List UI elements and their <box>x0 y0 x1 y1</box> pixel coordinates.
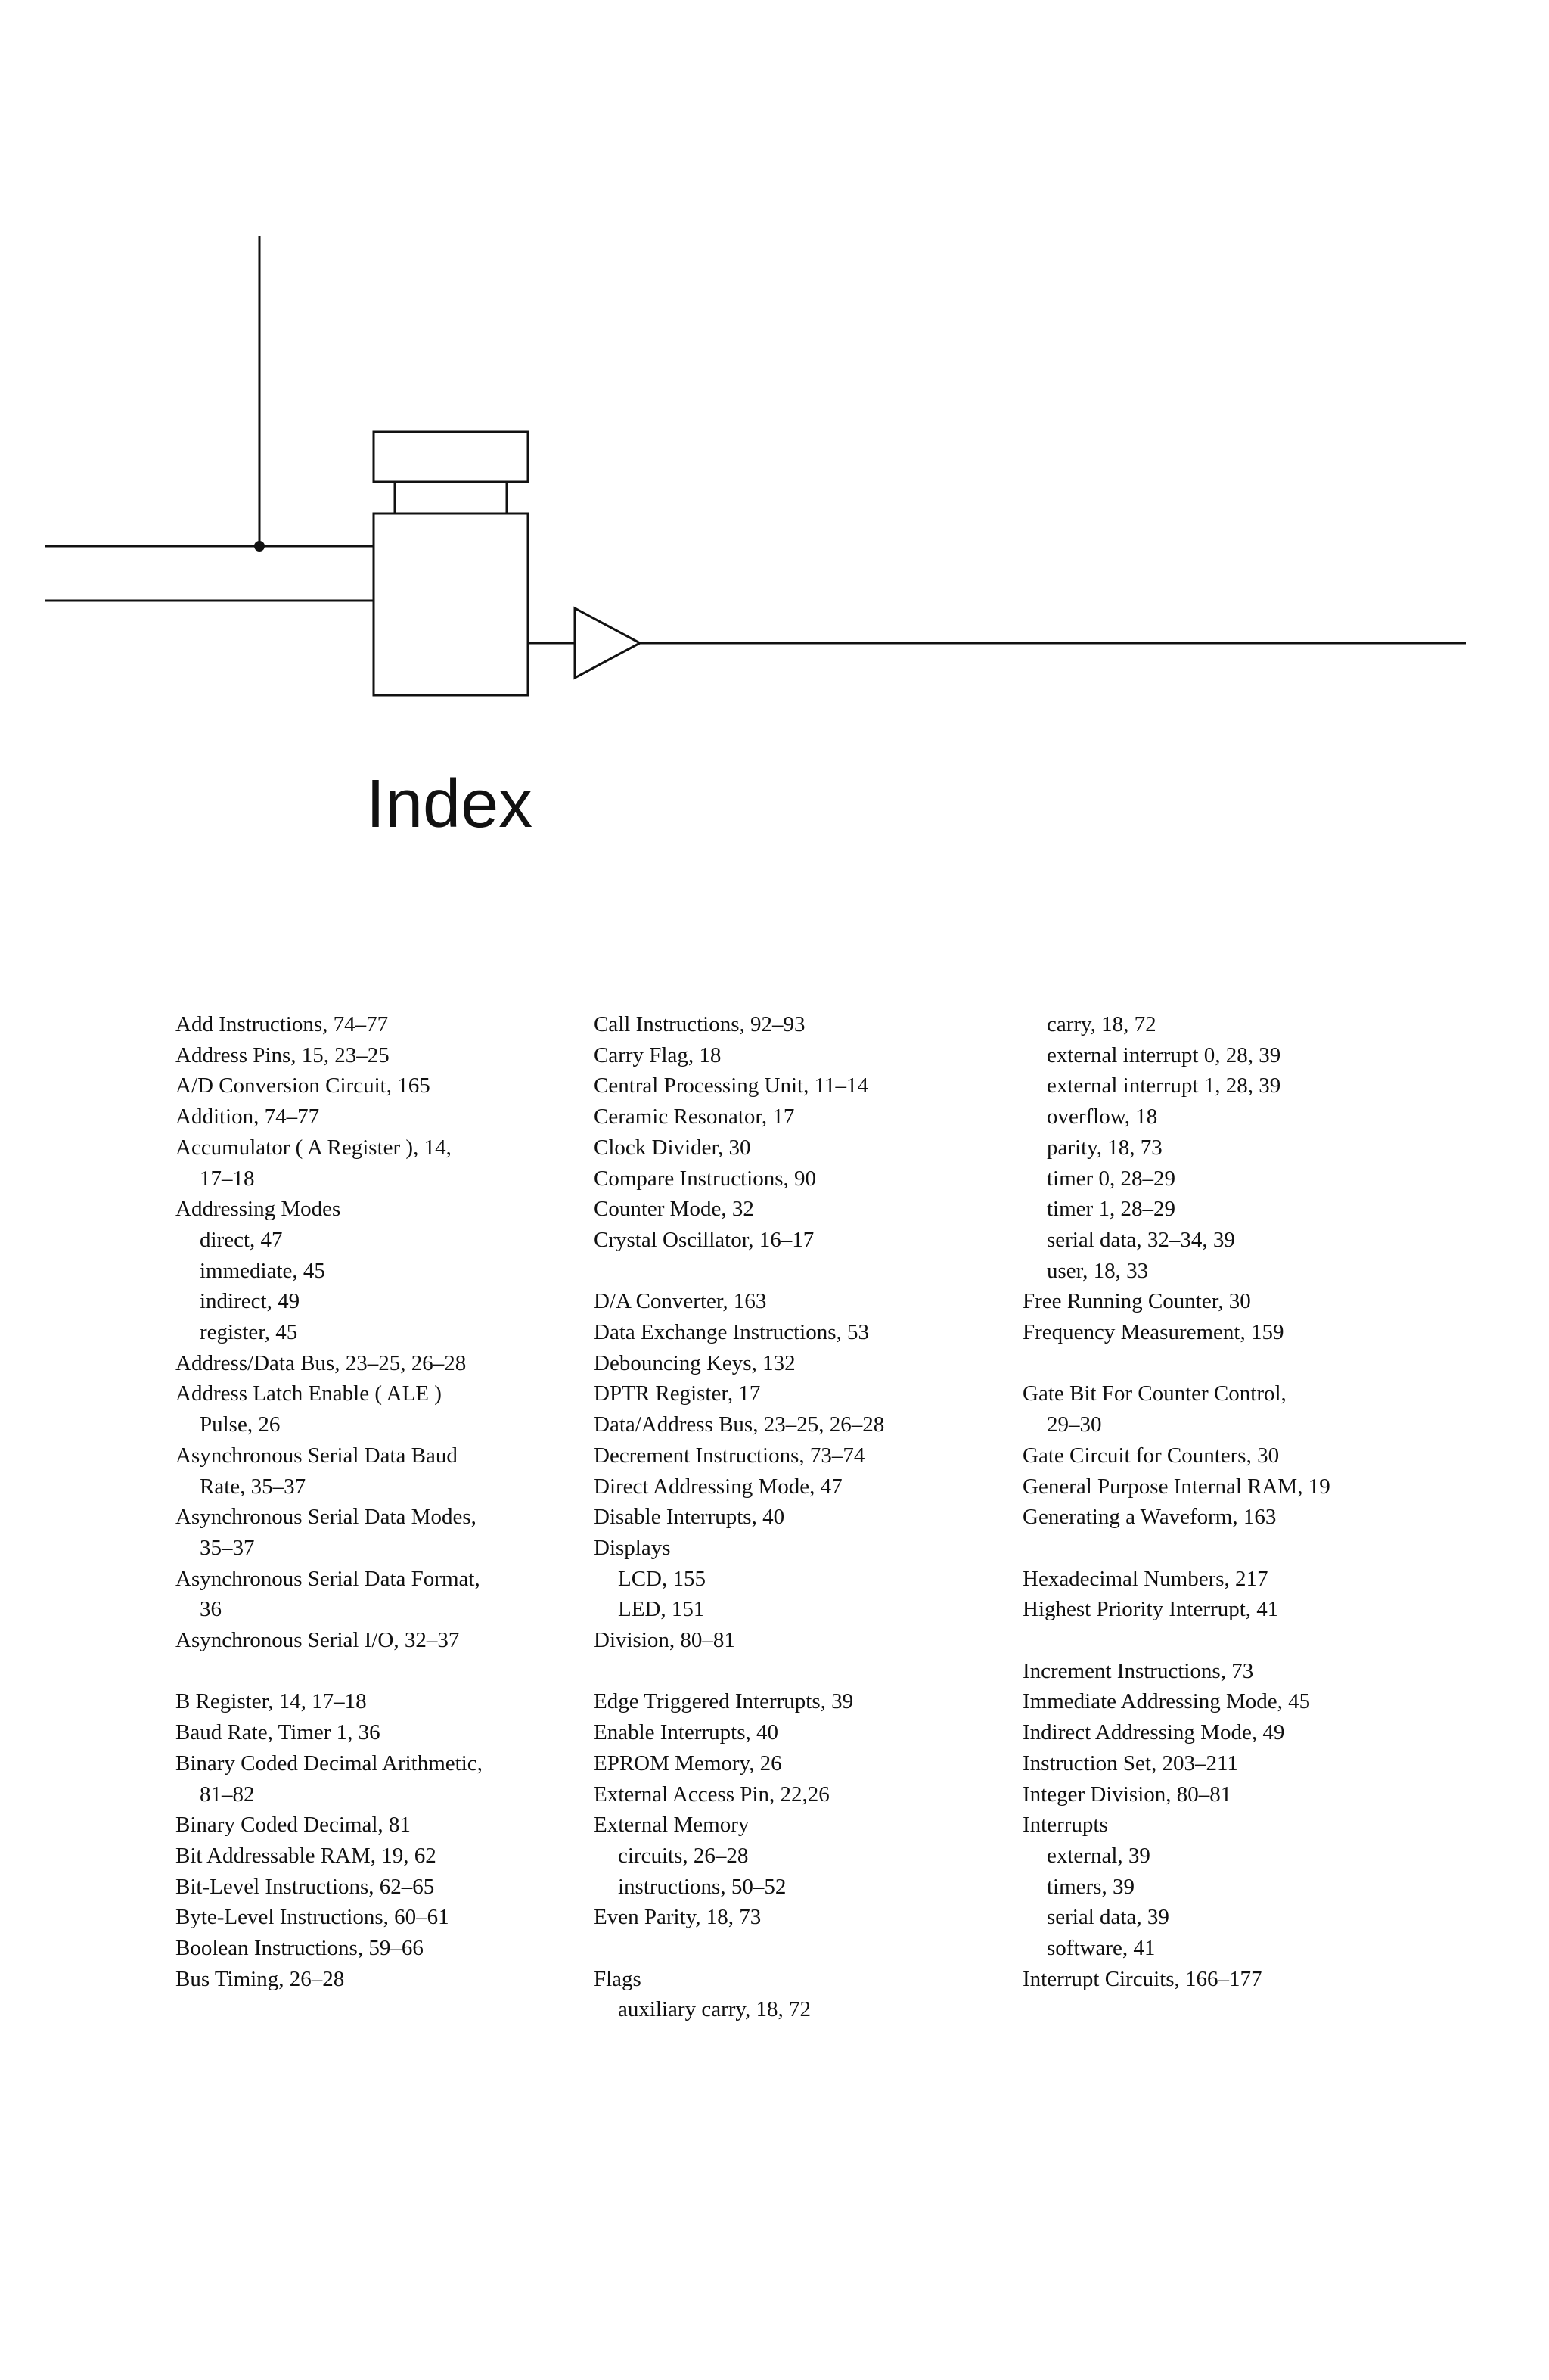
index-subentry: serial data, 32–34, 39 <box>1047 1227 1235 1252</box>
index-entry: Flags <box>594 1966 641 1991</box>
index-spacer <box>1023 1533 1446 1564</box>
index-entry: Data/Address Bus, 23–25, 26–28 <box>594 1412 885 1437</box>
index-subentry: timer 0, 28–29 <box>1047 1166 1175 1191</box>
index-subentry: register, 45 <box>200 1320 298 1345</box>
index-subentry: software, 41 <box>1047 1936 1156 1961</box>
index-entry: Byte-Level Instructions, 60–61 <box>175 1905 449 1930</box>
index-entry: DPTR Register, 17 <box>594 1381 761 1406</box>
index-entry: Edge Triggered Interrupts, 39 <box>594 1689 854 1714</box>
index-entry: External Memory <box>594 1813 750 1838</box>
index-entry: Decrement Instructions, 73–74 <box>594 1443 865 1468</box>
index-subentry: 36 <box>200 1597 222 1622</box>
index-subentry: external interrupt 1, 28, 39 <box>1047 1073 1281 1098</box>
index-entry: Highest Priority Interrupt, 41 <box>1023 1597 1279 1622</box>
index-entry: Enable Interrupts, 40 <box>594 1720 779 1745</box>
index-entry: A/D Conversion Circuit, 165 <box>175 1073 430 1098</box>
index-entry: General Purpose Internal RAM, 19 <box>1023 1474 1330 1499</box>
index-entry: Displays <box>594 1535 671 1560</box>
index-entry: Compare Instructions, 90 <box>594 1166 816 1191</box>
index-subentry: external, 39 <box>1047 1843 1150 1868</box>
index-entry: Instruction Set, 203–211 <box>1023 1751 1238 1776</box>
index-entry: Baud Rate, Timer 1, 36 <box>175 1720 380 1745</box>
index-entry: Free Running Counter, 30 <box>1023 1289 1251 1314</box>
index-subentry: parity, 18, 73 <box>1047 1135 1163 1160</box>
index-entry: Indirect Addressing Mode, 49 <box>1023 1720 1285 1745</box>
index-subentry: user, 18, 33 <box>1047 1258 1149 1283</box>
index-subentry: circuits, 26–28 <box>618 1843 749 1868</box>
index-entry: Bus Timing, 26–28 <box>175 1966 345 1991</box>
index-subentry: external interrupt 0, 28, 39 <box>1047 1042 1281 1067</box>
index-entry: Call Instructions, 92–93 <box>594 1012 806 1036</box>
index-entry: Gate Circuit for Counters, 30 <box>1023 1443 1280 1468</box>
index-subentry: direct, 47 <box>200 1227 283 1252</box>
index-subentry: 17–18 <box>200 1166 255 1191</box>
index-subentry: Pulse, 26 <box>200 1412 281 1437</box>
index-subentry: timers, 39 <box>1047 1874 1135 1899</box>
index-entry: Central Processing Unit, 11–14 <box>594 1073 868 1098</box>
index-spacer <box>1023 1625 1446 1656</box>
index-entry: Asynchronous Serial Data Format, <box>175 1566 480 1591</box>
index-spacer <box>594 1256 987 1287</box>
index-entry: Data Exchange Instructions, 53 <box>594 1320 870 1345</box>
index-entry: Address Latch Enable ( ALE ) <box>175 1381 442 1406</box>
index-subentry: LCD, 155 <box>618 1566 706 1591</box>
index-entry: Integer Division, 80–81 <box>1023 1782 1232 1807</box>
index-subentry: 29–30 <box>1047 1412 1102 1437</box>
index-subentry: immediate, 45 <box>200 1258 325 1283</box>
index-entry: Immediate Addressing Mode, 45 <box>1023 1689 1311 1714</box>
index-entry: Crystal Oscillator, 16–17 <box>594 1227 815 1252</box>
index-subentry: instructions, 50–52 <box>618 1874 787 1899</box>
index-spacer <box>175 1656 569 1687</box>
index-entry: Debouncing Keys, 132 <box>594 1350 796 1375</box>
index-entry: Binary Coded Decimal, 81 <box>175 1813 411 1838</box>
chip-cap <box>374 432 528 482</box>
index-entry: Add Instructions, 74–77 <box>175 1012 389 1036</box>
index-entry: Bit-Level Instructions, 62–65 <box>175 1874 435 1899</box>
chip-body <box>374 514 528 695</box>
index-entry: D/A Converter, 163 <box>594 1289 767 1314</box>
index-entry: Division, 80–81 <box>594 1628 735 1653</box>
index-entry: Accumulator ( A Register ), 14, <box>175 1135 452 1160</box>
index-entry: Interrupt Circuits, 166–177 <box>1023 1966 1262 1991</box>
index-entry: B Register, 14, 17–18 <box>175 1689 367 1714</box>
index-subentry: Rate, 35–37 <box>200 1474 306 1499</box>
index-subentry: 35–37 <box>200 1535 255 1560</box>
index-entry: Interrupts <box>1023 1813 1108 1838</box>
index-entry: Gate Bit For Counter Control, <box>1023 1381 1287 1406</box>
index-spacer <box>1023 1348 1446 1379</box>
index-entry: Ceramic Resonator, 17 <box>594 1105 795 1129</box>
index-entry: Address Pins, 15, 23–25 <box>175 1042 390 1067</box>
index-entry: Asynchronous Serial Data Modes, <box>175 1505 476 1530</box>
index-subentry: 81–82 <box>200 1782 255 1807</box>
index-column-3 <box>1023 1009 1446 1994</box>
index-spacer <box>594 1656 987 1687</box>
index-entry: Carry Flag, 18 <box>594 1042 722 1067</box>
index-entry: Clock Divider, 30 <box>594 1135 751 1160</box>
index-subentry: auxiliary carry, 18, 72 <box>618 1997 811 2022</box>
circuit-diagram-decoration <box>0 0 1549 757</box>
index-entry: Generating a Waveform, 163 <box>1023 1505 1277 1530</box>
index-entry: Increment Instructions, 73 <box>1023 1658 1254 1683</box>
index-entry: Asynchronous Serial I/O, 32–37 <box>175 1628 460 1653</box>
index-entry: Asynchronous Serial Data Baud <box>175 1443 458 1468</box>
index-entry: Counter Mode, 32 <box>594 1197 754 1222</box>
index-entry: Address/Data Bus, 23–25, 26–28 <box>175 1350 467 1375</box>
index-entry: Even Parity, 18, 73 <box>594 1905 762 1930</box>
index-entry: External Access Pin, 22,26 <box>594 1782 830 1807</box>
page-title: Index <box>366 766 533 842</box>
index-entry: Bit Addressable RAM, 19, 62 <box>175 1843 436 1868</box>
index-entry: Disable Interrupts, 40 <box>594 1505 785 1530</box>
index-entry: Addressing Modes <box>175 1197 341 1222</box>
index-entry: EPROM Memory, 26 <box>594 1751 782 1776</box>
index-entry: Addition, 74–77 <box>175 1105 320 1129</box>
index-entry: Boolean Instructions, 59–66 <box>175 1936 424 1961</box>
index-entry: Direct Addressing Mode, 47 <box>594 1474 843 1499</box>
index-spacer <box>594 1933 987 1964</box>
index-subentry: timer 1, 28–29 <box>1047 1197 1175 1222</box>
index-subentry: overflow, 18 <box>1047 1105 1158 1129</box>
index-subentry: carry, 18, 72 <box>1047 1012 1156 1036</box>
junction-dot <box>254 541 265 552</box>
index-subentry: indirect, 49 <box>200 1289 300 1314</box>
index-subentry: LED, 151 <box>618 1597 705 1622</box>
index-column-2 <box>594 1009 987 2025</box>
index-entry: Binary Coded Decimal Arithmetic, <box>175 1751 483 1776</box>
buffer-triangle <box>575 608 640 678</box>
index-column-1 <box>175 1009 569 1994</box>
index-subentry: serial data, 39 <box>1047 1905 1169 1930</box>
index-entry: Hexadecimal Numbers, 217 <box>1023 1566 1268 1591</box>
index-entry: Frequency Measurement, 159 <box>1023 1320 1284 1345</box>
